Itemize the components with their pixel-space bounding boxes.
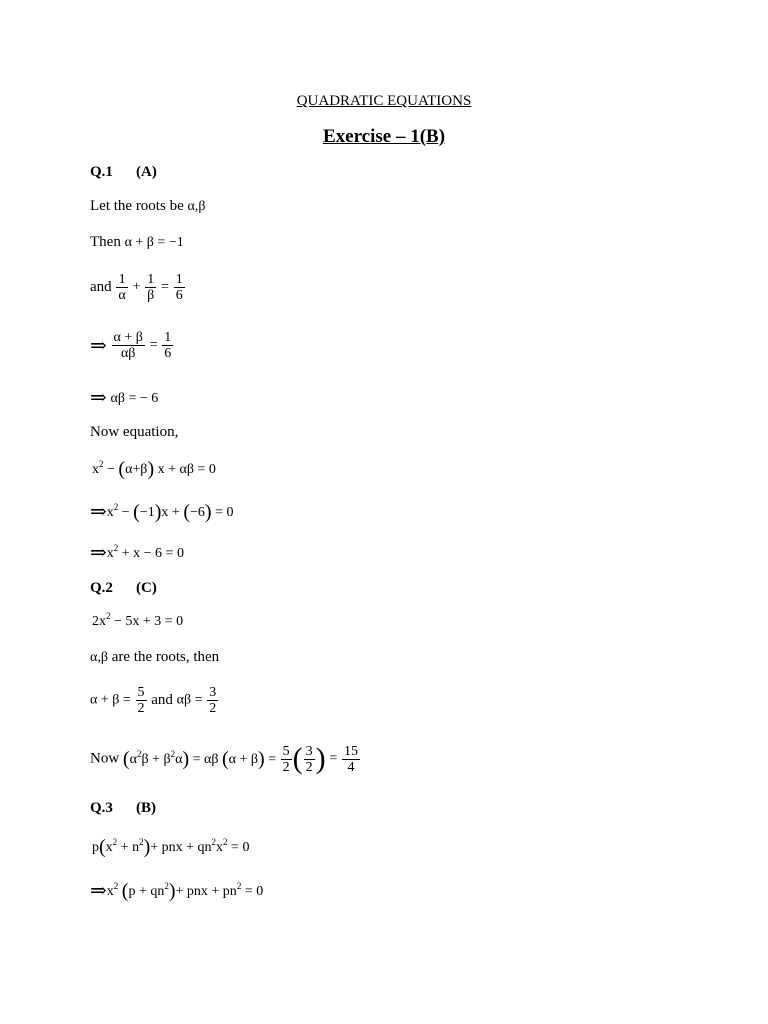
q3-equation-rearranged: $\Rightarrow x^2$ $(p + qn^2)+$ pnx + $pn^2 = 0$ (90, 880, 264, 902)
q1-line-sum (90, 234, 184, 251)
q2-roots-math: α,β (90, 650, 108, 665)
q1-frac-1-6-b: $\frac{1}{6}$ (164, 330, 172, 361)
q2-roots-line (90, 649, 219, 666)
question-1-answer: (A) (136, 164, 157, 180)
implies-icon: ⇒ (90, 501, 107, 523)
q2-frac-5-2-b: $\frac{5}{2}$ (282, 743, 290, 775)
exercise-title: Exercise – 1(B) (322, 126, 446, 147)
q1-roots-text: Let the roots be (90, 198, 184, 214)
question-3-number: Q.3 (90, 800, 113, 816)
question-2-answer: (C) (136, 580, 157, 596)
q3-equation: $p(x^2 + n^2)+$ pnx + $qn^2x^2 = 0$ (92, 836, 250, 858)
q2-equation: $2x^2 - 5x + 3 = 0$ (92, 611, 184, 629)
q2-frac-15-4: $\frac{15}{4}$ (343, 743, 358, 775)
chapter-title: QUADRATIC EQUATIONS (296, 93, 472, 109)
q2-sum-product-line: α + β = $\frac{5}{2}$ and αβ = $\frac{3}{2}$ (90, 685, 217, 716)
q1-then-text: Then (90, 234, 121, 250)
q2-frac-3-2: $\frac{3}{2}$ (209, 685, 217, 716)
implies-icon: ⇒ (90, 387, 107, 409)
q1-equation-final: $\Rightarrow x^2 + x - 6 = 0$ (90, 542, 184, 564)
question-2-number: Q.2 (90, 580, 113, 596)
question-1-number: Q.1 (90, 164, 113, 180)
q1-line-reciprocal: and $\frac{1}{\alpha}$ + $\frac{1}{\beta}$ = $\frac{1}{6}$ (90, 272, 183, 303)
q2-frac-3-2-b: $\frac{3}{2}$ (305, 743, 313, 775)
q1-frac-1-beta: $\frac{1}{\beta}$ (147, 272, 155, 303)
implies-icon: ⇒ (90, 880, 107, 902)
q1-roots-math: α,β (187, 199, 206, 214)
q1-frac-sum-over-product: $\frac{\alpha + \beta}{\alpha\beta}$ (113, 330, 143, 361)
q1-equation-general: $x^2 - (\alpha+\beta) x + \alpha\beta = 0$ (92, 458, 216, 480)
q1-product-math: αβ = − 6 (110, 391, 159, 406)
q1-line-roots (90, 198, 205, 215)
q2-expression-line: Now $(\alpha^2\beta + \beta^2\alpha) = \alpha\beta$ (α + β) = $\frac{5}{2}$ ( $\frac{3}{2}$ ) = $\frac{15}{4}$ (90, 742, 358, 775)
question-3-answer: (B) (136, 800, 156, 816)
q2-frac-5-2: $\frac{5}{2}$ (137, 685, 145, 716)
q1-now-equation: Now equation, (90, 424, 179, 440)
q1-equation-substituted: $\Rightarrow x^2 - (-1)x + (-6) = 0$ (90, 501, 234, 523)
q1-frac-1-6: $\frac{1}{6}$ (175, 272, 183, 303)
q1-sum-math: α + β = −1 (124, 235, 184, 250)
implies-icon: ⇒ (90, 542, 107, 564)
implies-icon: ⇒ (90, 335, 107, 357)
q1-line-product (90, 385, 158, 410)
q1-line-implies-ratio: ⇒ $\frac{\alpha + \beta}{\alpha\beta}$ = $\frac{1}{6}$ (90, 330, 172, 361)
q2-roots-text: are the roots, then (111, 649, 220, 665)
q1-and-text: and (90, 279, 112, 295)
q1-frac-1-alpha: $\frac{1}{\alpha}$ (118, 272, 126, 303)
